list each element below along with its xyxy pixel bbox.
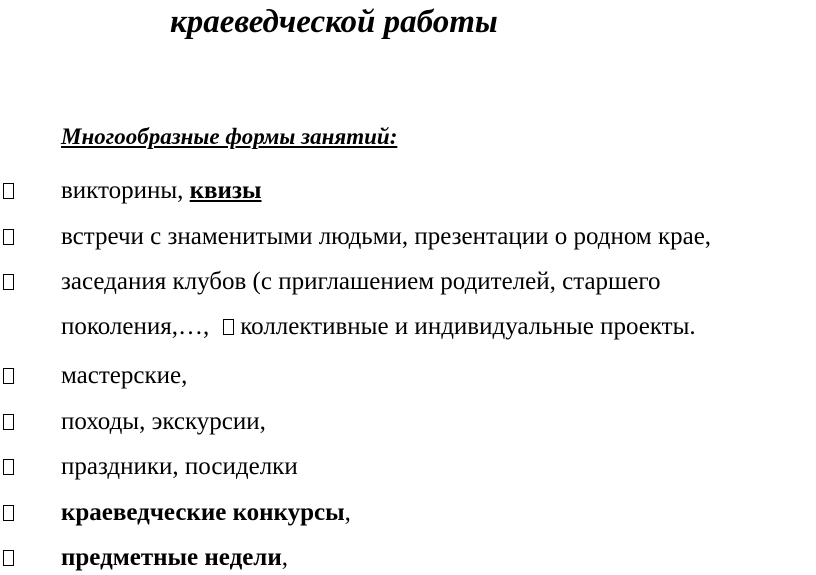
checkbox-square-icon (223, 319, 234, 335)
item-text: походы, экскурсии, (61, 408, 266, 435)
item-strong-text: квизы (189, 177, 262, 204)
item-text: встречи с знаменитыми людьми, презентации о родном крае, (61, 223, 712, 250)
item-text: поколения,…, (61, 313, 210, 340)
item-text: праздники, посиделки (61, 453, 298, 480)
section-subtitle: Многообразные формы занятий: (61, 124, 398, 149)
item-text: , (344, 499, 351, 526)
checkbox-square-icon (3, 459, 14, 475)
checkbox-square-icon (3, 368, 14, 384)
checkbox-square-icon (3, 414, 14, 430)
item-strong-text: краеведческие конкурсы (61, 499, 345, 526)
item-text: , (281, 544, 288, 571)
item-text: мастерские, (61, 362, 188, 389)
item-text: викторины, (61, 177, 190, 204)
item-text: заседания клубов (с приглашением родителей, старшего (61, 268, 661, 295)
checkbox-square-icon (3, 505, 14, 521)
item-strong-text: предметные недели (61, 544, 282, 571)
checkbox-square-icon (3, 550, 14, 566)
checkbox-square-icon (3, 229, 14, 245)
checkbox-square-icon (3, 183, 14, 199)
page-title: краеведческой работы (170, 4, 498, 40)
checkbox-square-icon (3, 274, 14, 290)
item-text: коллективные и индивидуальные проекты. (240, 313, 696, 340)
